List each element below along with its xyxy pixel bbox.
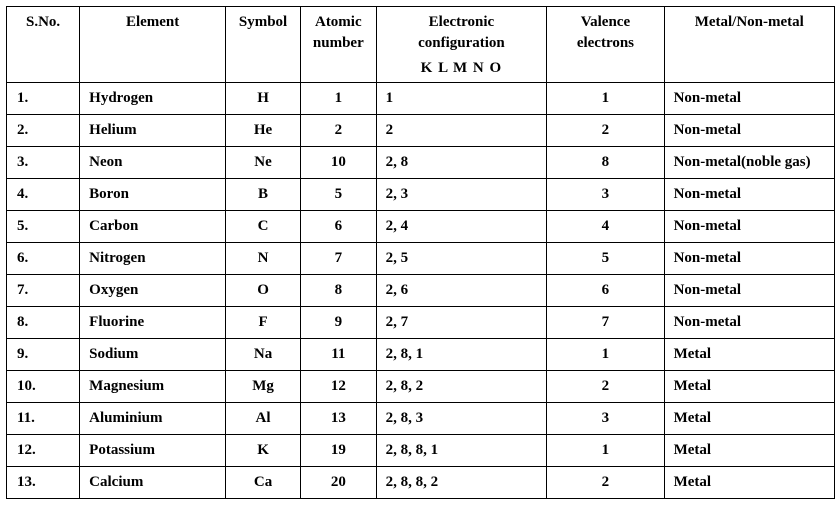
table-row (7, 211, 835, 243)
table-row (7, 147, 835, 179)
cell-element: Neon (80, 147, 226, 179)
cell-electronic-configuration: 2, 8 (376, 147, 547, 179)
cell-electronic-configuration: 2, 8, 1 (376, 339, 547, 371)
cell-symbol: Na (226, 339, 301, 371)
header-element-label: Element (125, 14, 180, 30)
cell-symbol: Al (226, 403, 301, 435)
header-config-shells: K L M N O (420, 60, 503, 76)
cell-symbol: B (226, 179, 301, 211)
cell-sno: 9. (7, 339, 80, 371)
cell-electronic-configuration: 1 (376, 83, 547, 115)
cell-metal-type: Metal (664, 403, 834, 435)
cell-metal-type: Metal (664, 435, 834, 467)
table-row (7, 275, 835, 307)
cell-symbol: F (226, 307, 301, 339)
cell-symbol: He (226, 115, 301, 147)
cell-element: Fluorine (80, 307, 226, 339)
cell-atomic-number: 12 (301, 371, 377, 403)
cell-metal-type: Non-metal(noble gas) (664, 147, 834, 179)
cell-valence-electrons: 2 (547, 467, 664, 499)
cell-metal-type: Non-metal (664, 211, 834, 243)
cell-sno: 6. (7, 243, 80, 275)
cell-atomic-number: 2 (301, 115, 377, 147)
cell-atomic-number: 6 (301, 211, 377, 243)
header-type-label: Metal/Non-metal (694, 14, 804, 30)
cell-electronic-configuration: 2, 8, 2 (376, 371, 547, 403)
cell-electronic-configuration: 2, 5 (376, 243, 547, 275)
cell-metal-type: Metal (664, 339, 834, 371)
cell-atomic-number: 11 (301, 339, 377, 371)
cell-electronic-configuration: 2, 6 (376, 275, 547, 307)
header-electronic-configuration (376, 7, 547, 83)
cell-atomic-number: 9 (301, 307, 377, 339)
table-row (7, 115, 835, 147)
header-row (7, 7, 835, 83)
cell-valence-electrons: 7 (547, 307, 664, 339)
cell-valence-electrons: 3 (547, 403, 664, 435)
table-row (7, 243, 835, 275)
table-row (7, 83, 835, 115)
cell-metal-type: Non-metal (664, 307, 834, 339)
cell-metal-type: Non-metal (664, 179, 834, 211)
cell-electronic-configuration: 2, 3 (376, 179, 547, 211)
cell-atomic-number: 10 (301, 147, 377, 179)
cell-element: Hydrogen (80, 83, 226, 115)
cell-element: Boron (80, 179, 226, 211)
header-valence-line1: Valence (580, 14, 631, 30)
cell-metal-type: Non-metal (664, 243, 834, 275)
header-symbol (226, 7, 301, 83)
cell-symbol: C (226, 211, 301, 243)
cell-element: Aluminium (80, 403, 226, 435)
cell-sno: 1. (7, 83, 80, 115)
cell-sno: 2. (7, 115, 80, 147)
cell-symbol: O (226, 275, 301, 307)
cell-valence-electrons: 3 (547, 179, 664, 211)
cell-sno: 8. (7, 307, 80, 339)
cell-metal-type: Non-metal (664, 83, 834, 115)
header-sno (7, 7, 80, 83)
cell-symbol: Ca (226, 467, 301, 499)
header-atomic-number (301, 7, 377, 83)
cell-sno: 13. (7, 467, 80, 499)
header-valence-electrons (547, 7, 664, 83)
cell-electronic-configuration: 2, 4 (376, 211, 547, 243)
header-valence-line2: electrons (576, 35, 635, 51)
cell-element: Helium (80, 115, 226, 147)
cell-symbol: N (226, 243, 301, 275)
table-row (7, 307, 835, 339)
cell-atomic-number: 20 (301, 467, 377, 499)
cell-valence-electrons: 5 (547, 243, 664, 275)
cell-symbol: K (226, 435, 301, 467)
cell-valence-electrons: 2 (547, 115, 664, 147)
cell-metal-type: Non-metal (664, 115, 834, 147)
table-body (7, 83, 835, 499)
header-config-line1: Electronic (428, 14, 495, 30)
table-row (7, 339, 835, 371)
header-sno-label: S.No. (25, 14, 61, 30)
cell-symbol: Ne (226, 147, 301, 179)
cell-electronic-configuration: 2, 7 (376, 307, 547, 339)
cell-atomic-number: 5 (301, 179, 377, 211)
cell-atomic-number: 13 (301, 403, 377, 435)
cell-sno: 10. (7, 371, 80, 403)
cell-atomic-number: 1 (301, 83, 377, 115)
cell-sno: 11. (7, 403, 80, 435)
cell-valence-electrons: 1 (547, 435, 664, 467)
cell-symbol: Mg (226, 371, 301, 403)
cell-electronic-configuration: 2, 8, 3 (376, 403, 547, 435)
table-row (7, 403, 835, 435)
table-row (7, 467, 835, 499)
header-atomic-line2: number (312, 35, 364, 51)
cell-element: Oxygen (80, 275, 226, 307)
cell-electronic-configuration: 2 (376, 115, 547, 147)
cell-sno: 3. (7, 147, 80, 179)
cell-valence-electrons: 1 (547, 83, 664, 115)
cell-valence-electrons: 1 (547, 339, 664, 371)
cell-valence-electrons: 4 (547, 211, 664, 243)
table-header (7, 7, 835, 83)
cell-atomic-number: 19 (301, 435, 377, 467)
cell-valence-electrons: 6 (547, 275, 664, 307)
header-symbol-label: Symbol (238, 14, 288, 30)
cell-symbol: H (226, 83, 301, 115)
cell-element: Carbon (80, 211, 226, 243)
cell-metal-type: Metal (664, 371, 834, 403)
header-metal-type (664, 7, 834, 83)
cell-element: Magnesium (80, 371, 226, 403)
cell-sno: 5. (7, 211, 80, 243)
header-atomic-line1: Atomic (314, 14, 362, 30)
header-config-line2: configuration (418, 35, 505, 51)
cell-valence-electrons: 2 (547, 371, 664, 403)
cell-sno: 12. (7, 435, 80, 467)
cell-sno: 4. (7, 179, 80, 211)
cell-sno: 7. (7, 275, 80, 307)
cell-element: Sodium (80, 339, 226, 371)
cell-atomic-number: 8 (301, 275, 377, 307)
cell-valence-electrons: 8 (547, 147, 664, 179)
cell-electronic-configuration: 2, 8, 8, 2 (376, 467, 547, 499)
cell-metal-type: Non-metal (664, 275, 834, 307)
cell-atomic-number: 7 (301, 243, 377, 275)
cell-element: Nitrogen (80, 243, 226, 275)
cell-electronic-configuration: 2, 8, 8, 1 (376, 435, 547, 467)
table-row (7, 435, 835, 467)
cell-element: Calcium (80, 467, 226, 499)
header-element (80, 7, 226, 83)
elements-table (6, 6, 835, 499)
table-row (7, 371, 835, 403)
table-row (7, 179, 835, 211)
cell-metal-type: Metal (664, 467, 834, 499)
cell-element: Potassium (80, 435, 226, 467)
